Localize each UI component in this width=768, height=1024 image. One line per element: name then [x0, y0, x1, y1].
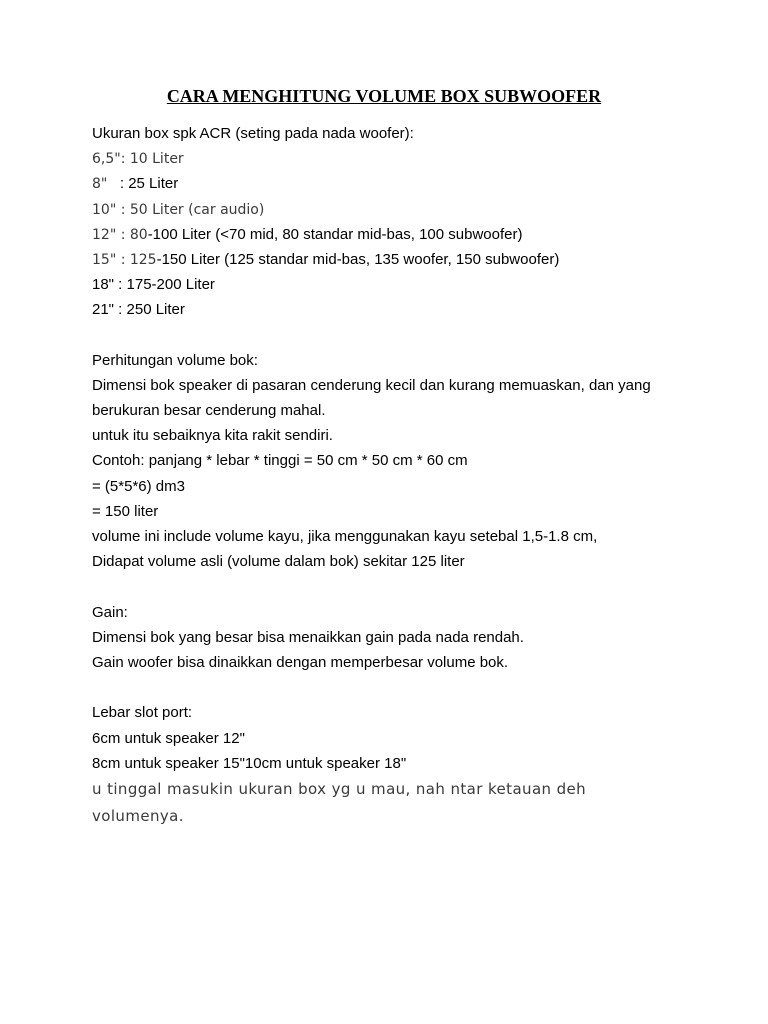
calc-line: Contoh: panjang * lebar * tinggi = 50 cm * 50 cm * 60 cm: [92, 452, 468, 470]
sizes-list: [92, 146, 692, 322]
calc-line: = 150 liter: [92, 502, 159, 520]
list-item: [92, 247, 692, 272]
calc-line: Didapat volume asli (volume dalam bok) sekitar 125 liter: [92, 553, 465, 571]
size-rest: 18" : 175-200 Liter: [92, 276, 215, 294]
size-prefix: 8": [92, 176, 108, 193]
size-prefix: 15" : 125: [92, 251, 157, 268]
size-prefix: 12" : 80: [92, 226, 148, 243]
list-item: [92, 297, 692, 322]
spacer: [92, 574, 692, 599]
page-title: CARA MENGHITUNG VOLUME BOX SUBWOOFER: [166, 86, 602, 106]
size-rest: -150 Liter (125 standar mid-bas, 135 woofer, 150 subwoofer): [156, 250, 560, 268]
note-line: volumenya.: [92, 806, 184, 825]
size-rest: : 25 Liter: [107, 175, 179, 193]
size-rest: 21" : 250 Liter: [92, 301, 185, 319]
calc-line: = (5*5*6) dm3: [92, 477, 185, 495]
gain-line: Gain woofer bisa dinaikkan dengan memperbesar volume bok.: [92, 653, 509, 671]
list-item: [92, 197, 692, 222]
port-line: 8cm untuk speaker 15"10cm untuk speaker 18": [92, 754, 407, 772]
size-prefix: 10" : 50 Liter (car audio): [92, 201, 265, 218]
port-line: 6cm untuk speaker 12": [92, 729, 245, 747]
spacer: [92, 323, 692, 348]
calc-line: berukuran besar cenderung mahal.: [92, 402, 326, 420]
calc-line: volume ini include volume kayu, jika menggunakan kayu setebal 1,5-1.8 cm,: [92, 528, 598, 545]
list-item: [92, 272, 692, 297]
size-rest: -100 Liter (<70 mid, 80 standar mid-bas, 100 subwoofer): [147, 225, 523, 243]
calc-line: untuk itu sebaiknya kita rakit sendiri.: [92, 427, 333, 445]
list-item: [92, 146, 692, 171]
calc-line: Dimensi bok speaker di pasaran cenderung kecil dan kurang memuaskan, dan yang: [92, 376, 651, 394]
size-prefix: 6,5": 10 Liter: [92, 151, 184, 168]
spacer: [92, 675, 692, 700]
document-body: [92, 121, 692, 830]
intro-line: Ukuran box spk ACR (seting pada nada woofer):: [92, 125, 414, 142]
gain-heading: Gain:: [92, 603, 128, 621]
gain-line: Dimensi bok yang besar bisa menaikkan gain pada nada rendah.: [92, 628, 524, 646]
list-item: [92, 222, 692, 247]
port-heading: Lebar slot port:: [92, 704, 193, 722]
note-line: u tinggal masukin ukuran box yg u mau, nah ntar ketauan deh: [92, 779, 587, 798]
list-item: [92, 171, 692, 196]
calc-heading: Perhitungan volume bok:: [92, 351, 258, 369]
